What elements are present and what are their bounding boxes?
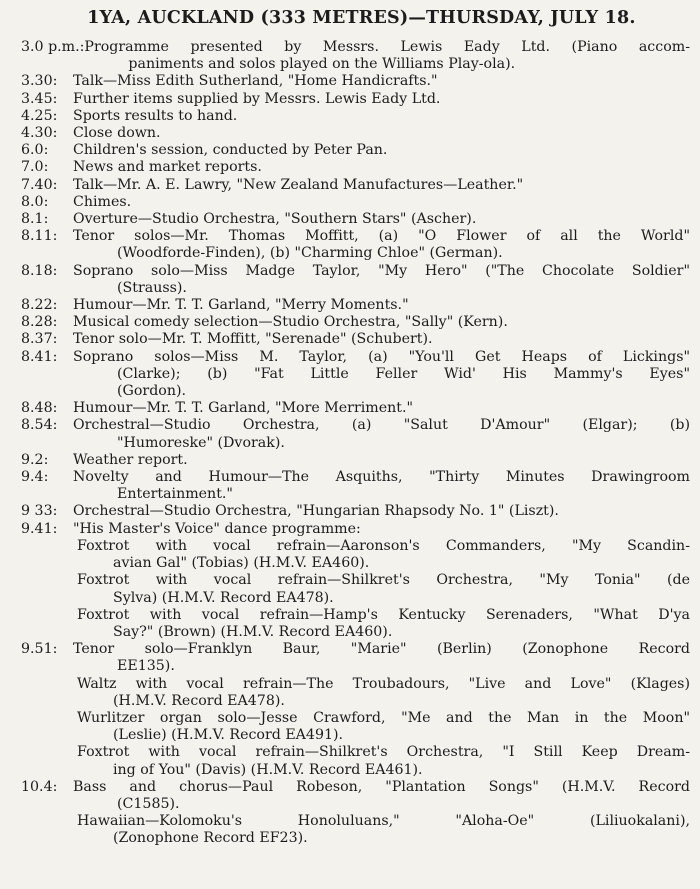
programme-line: (Leslie) (H.M.V. Record EA491). [113,727,344,744]
entry-time: 10.4: [21,778,58,795]
programme-line: (Zonophone Record EF23). [113,830,308,847]
programme-entry [21,194,690,211]
entry-text [73,331,690,348]
entry-text [73,314,690,331]
entry-text [73,779,690,813]
programme-entry [21,228,690,262]
programme-line: Musical comedy selection—Studio Orchestra, "Sally" (Kern). [73,314,508,331]
programme-line: Foxtrot with vocal refrain—Shilkret's Orchestra, "My Tonia" (de [77,572,690,589]
programme-entry [21,125,690,142]
entry-text [73,177,690,194]
programme-line: ing of You" (Davis) (H.M.V. Record EA461). [113,761,423,778]
programme-entry [21,73,690,90]
entry-time: 3.0 p.m.: [21,39,85,55]
programme-line: EE135). [117,658,175,675]
entry-text [73,211,690,228]
entry-text [73,452,690,469]
programme-line: News and market reports. [73,159,262,176]
entry-time: 9.4: [21,469,49,486]
sub-entry [21,572,690,606]
entry-time: 9 33: [21,503,58,520]
entry-text [73,349,690,401]
programme-line: Foxtrot with vocal refrain—Hamp's Kentucky Serenaders, "What D'ya [77,606,690,623]
programme-line: Entertainment." [117,486,233,503]
entry-time: 9.41: [21,520,58,537]
entry-time: 4.25: [21,107,58,124]
entry-time: 8.18: [21,262,58,279]
programme-entry [21,108,690,125]
entry-text [73,417,690,451]
programme-line: Overture—Studio Orchestra, "Southern Stars" (Ascher). [73,211,477,228]
programme-line: Talk—Miss Edith Sutherland, "Home Handicrafts." [73,73,438,90]
programme-entry [21,331,690,348]
entry-text [73,503,690,520]
entry-text [73,91,690,108]
entry-time: 7.40: [21,176,58,193]
programme-line: Close down. [73,125,161,142]
programme-line: Foxtrot with vocal refrain—Aaronson's Commanders, "My Scandin- [77,537,690,554]
programme-entry [21,263,690,297]
programme-entry [21,177,690,194]
programme-line: Wurlitzer organ solo—Jesse Crawford, "Me and the Man in the Moon" [77,709,690,726]
sub-entry [21,676,690,710]
entry-text [73,400,690,417]
entry-time: 8.0: [21,193,49,210]
programme-entry [21,779,690,813]
entry-time: 9.2: [21,451,49,468]
programme-line: Say?" (Brown) (H.M.V. Record EA460). [113,623,393,640]
entry-text [73,263,690,297]
entry-text [73,194,690,211]
programme-line: Children's session, conducted by Peter Pan. [73,142,388,159]
programme-line: Humour—Mr. T. T. Garland, "Merry Moments." [73,297,409,314]
sub-entry [21,607,690,641]
programme-entry [21,469,690,503]
entry-time: 8.37: [21,331,58,348]
entry-time: 8.54: [21,417,58,434]
programme-line: Talk—Mr. A. E. Lawry, "New Zealand Manufactures—Leather." [73,176,524,193]
entry-text [73,108,690,125]
programme-line: Tenor solos—Mr. Thomas Moffitt, (a) "O Flower of all the World" [73,228,690,245]
entry-text [73,641,690,675]
programme-entry [21,211,690,228]
entry-text [73,142,690,159]
programme-line: avian Gal" (Tobias) (H.M.V. EA460). [113,555,370,572]
programme-entry [21,297,690,314]
programme-entry [21,349,690,401]
entry-time: 3.30: [21,73,58,90]
entry-time: 9.51: [21,641,58,658]
programme-line: "His Master's Voice" dance programme: [73,520,361,537]
programme-line: Soprano solo—Miss Madge Taylor, "My Hero" ("The Chocolate Soldier" [73,262,690,279]
programme-line: (C1585). [117,795,180,812]
entry-time: 8.11: [21,228,58,245]
programme-line: (Strauss). [117,279,187,296]
programme-line: (H.M.V. Record EA478). [113,692,285,709]
programme-entry [21,314,690,331]
programme-line: Programme presented by Messrs. Lewis Eady Ltd. (Piano accom- [84,39,690,55]
programme-line: Further items supplied by Messrs. Lewis Eady Ltd. [73,90,441,107]
programme-line: Hawaiian—Kolomoku's Honoluluans," "Aloha-Oe" (Liliuokalani), [77,813,690,830]
programme-line: Waltz with vocal refrain—The Troubadours, "Live and Love" (Klages) [77,675,690,692]
sub-entry [21,813,690,847]
entry-text [73,159,690,176]
programme-line: (Clarke); (b) "Fat Little Feller Wid' His Mammy's Eyes" [117,365,690,382]
programme-line: Tenor solo—Mr. T. Moffitt, "Serenade" (Schubert). [73,331,433,348]
programme-entry [21,503,690,520]
programme-entry [21,39,690,73]
programme-line: Chimes. [73,193,132,210]
programme-entry [21,521,690,538]
entry-time: 8.28: [21,314,58,331]
programme-line: Novelty and Humour—The Asquiths, "Thirty Minutes Drawingroom [73,469,690,486]
programme-line: Sylva) (H.M.V. Record EA478). [113,589,334,606]
entry-text [73,228,690,262]
entry-time: 4.30: [21,125,58,142]
programme-entry [21,452,690,469]
entry-text [73,125,690,142]
entry-time: 8.48: [21,400,58,417]
programme-list [21,39,690,848]
entry-time: 3.45: [21,90,58,107]
programme-entry [21,142,690,159]
entry-text [84,39,690,73]
programme-entry [21,400,690,417]
sub-entry [21,710,690,744]
programme-entry [21,91,690,108]
entry-time: 8.1: [21,211,49,228]
programme-line: Orchestral—Studio Orchestra, (a) "Salut D'Amour" (Elgar); (b) [73,417,690,434]
entry-time: 7.0: [21,159,49,176]
programme-line: (Gordon). [117,383,186,400]
programme-line: Bass and chorus—Paul Robeson, "Plantation Songs" (H.M.V. Record [73,778,690,795]
programme-line: Sports results to hand. [73,107,238,124]
programme-line: Humour—Mr. T. T. Garland, "More Merriment." [73,400,414,417]
entry-time: 6.0: [21,142,49,159]
entry-text [73,521,690,538]
programme-line: Tenor solo—Franklyn Baur, "Marie" (Berlin) (Zonophone Record [73,641,690,658]
programme-line: paniments and solos played on the Williams Play-ola). [128,56,516,73]
entry-text [73,73,690,90]
programme-entry [21,641,690,675]
sub-entry [21,744,690,778]
programme-entry [21,417,690,451]
entry-time: 8.41: [21,348,58,365]
programme-line: Weather report. [73,451,188,468]
page-title: 1YA, AUCKLAND (333 METRES)—THURSDAY, JULY 18. [87,8,636,28]
programme-line: "Humoreske" (Dvorak). [117,434,285,451]
programme-entry [21,159,690,176]
entry-text [73,297,690,314]
programme-line: (Woodforde-Finden), (b) "Charming Chloe" (German). [117,245,503,262]
entry-text [73,469,690,503]
programme-line: Orchestral—Studio Orchestra, "Hungarian Rhapsody No. 1" (Liszt). [73,503,559,520]
sub-entry [21,538,690,572]
entry-time: 8.22: [21,297,58,314]
programme-line: Foxtrot with vocal refrain—Shilkret's Orchestra, "I Still Keep Dream- [77,744,690,761]
programme-line: Soprano solos—Miss M. Taylor, (a) "You'll Get Heaps of Lickings" [73,348,690,365]
